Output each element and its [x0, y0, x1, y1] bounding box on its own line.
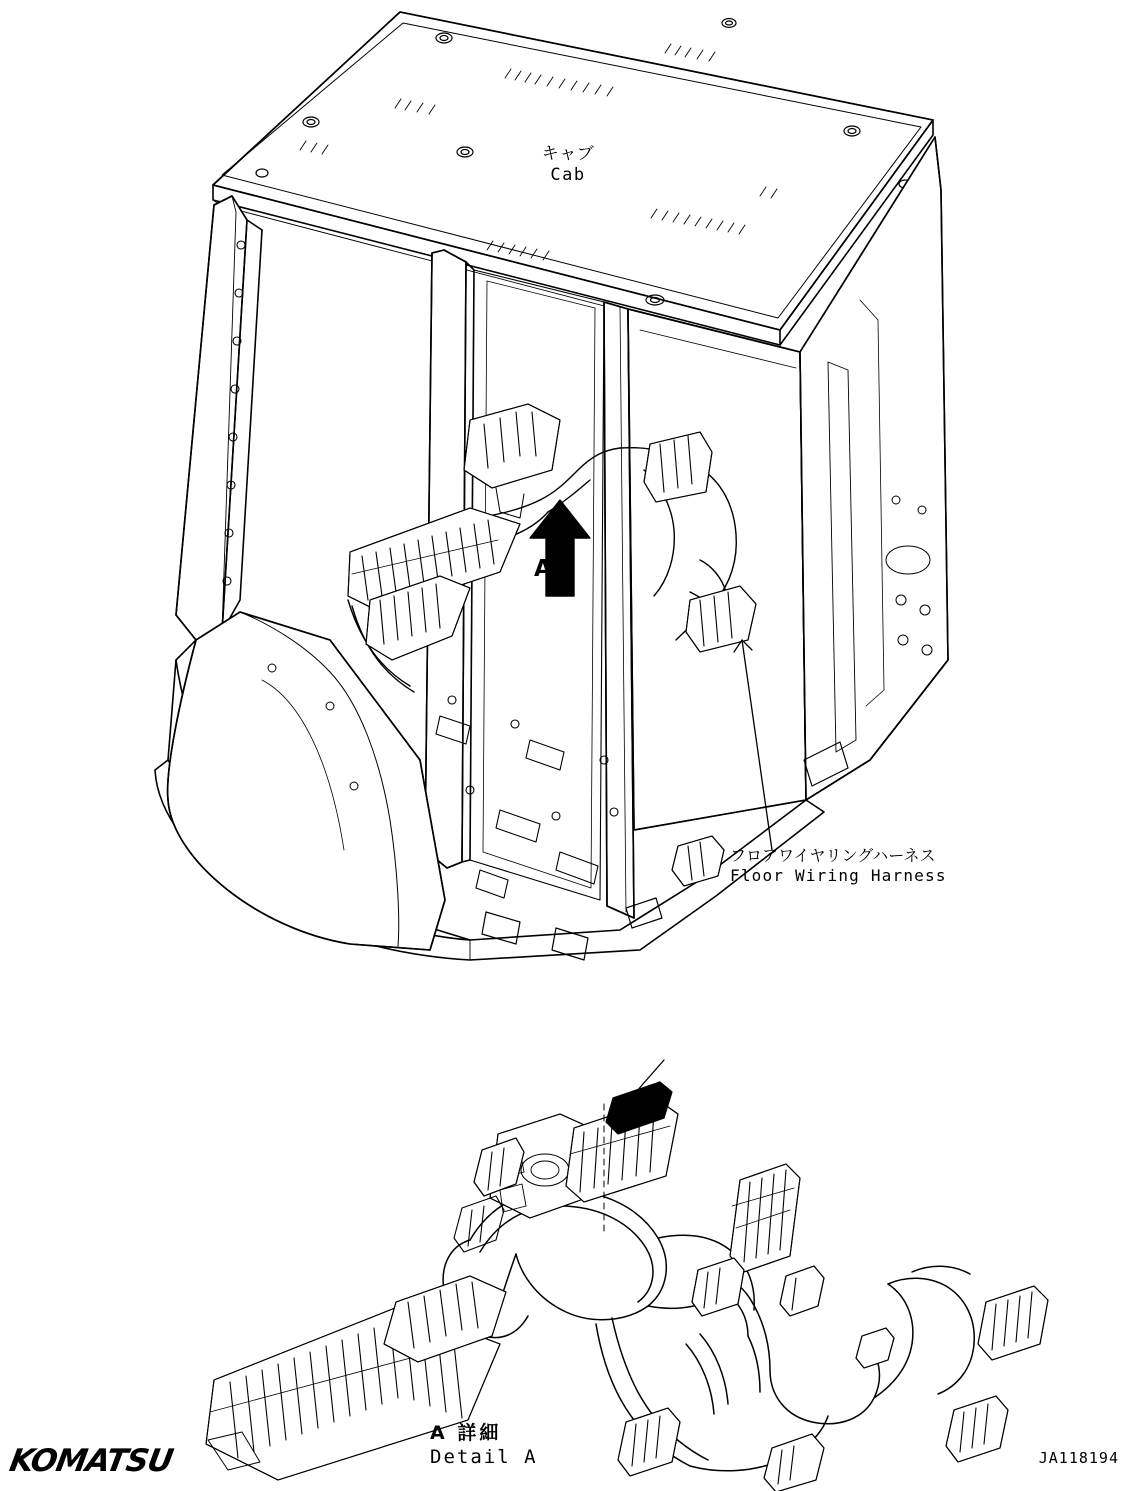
detail-a-label-en: Detail A	[430, 1445, 538, 1468]
callout-a-letter: A	[534, 556, 552, 582]
komatsu-logo	[6, 1443, 176, 1479]
upper-connector-right	[644, 432, 712, 502]
detail-a-right-block	[692, 1258, 744, 1316]
left-fender	[168, 612, 445, 950]
cab-front-left-pillar	[176, 196, 262, 640]
komatsu-logo-text: KOMATSU	[6, 1443, 176, 1479]
floor-wiring-harness-label-en: Floor Wiring Harness	[730, 866, 947, 885]
drawing-number: JA118194	[1038, 1449, 1119, 1467]
detail-a-label	[430, 1422, 670, 1470]
cab-rear-wall	[628, 309, 806, 830]
detail-a-far-right-connector	[978, 1286, 1048, 1360]
detail-a-far-right-connector-2	[946, 1396, 1008, 1462]
detail-a-right-connector	[730, 1164, 800, 1272]
floor-wiring-harness-label-jp: フロアワイヤリングハーネス	[730, 846, 936, 865]
detail-a-label-jp: A 詳細	[430, 1422, 502, 1444]
cab-label	[468, 144, 668, 187]
floor-wiring-harness-label	[730, 846, 990, 886]
cab-label-jp: キャブ	[541, 144, 595, 164]
detail-a-small-clamp	[856, 1328, 894, 1368]
upper-relay-box	[464, 404, 560, 518]
detail-a-right-terminal	[780, 1266, 824, 1316]
upper-connector-bottom	[672, 836, 724, 886]
cab-door-frame	[470, 270, 604, 900]
detail-a-bottom-terminal	[764, 1434, 824, 1491]
cab-label-en: Cab	[550, 165, 586, 186]
